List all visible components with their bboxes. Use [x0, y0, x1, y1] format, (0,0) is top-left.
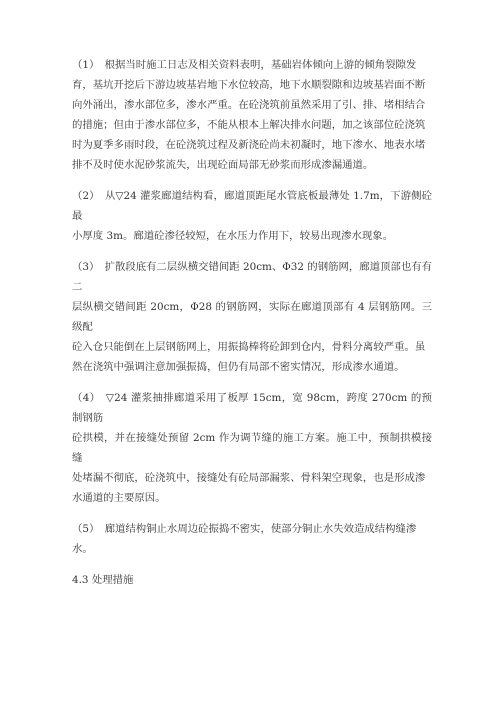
text-line: 小厚度 3m。廊道砼渗径较短，在水压力作用下，较易出现渗水现象。 — [72, 230, 394, 242]
paragraph-5 — [72, 519, 432, 559]
text-line: 排不及时使水泥砂浆流失，出现砼面局部无砂浆而形成渗漏通道。 — [72, 159, 374, 171]
text-line: （4） ▽24 灌浆抽排廊道采用了板厚 15cm，宽 98cm，跨度 270cm 的预制钢筋 — [72, 392, 432, 424]
text-line: 水通道的主要原因。 — [72, 492, 166, 504]
text-line: 层纵横交错间距 20cm，Φ28 的钢筋网，实际在廊道顶部有 4 层钢筋网。三级配 — [72, 301, 432, 333]
paragraph-3 — [72, 257, 432, 377]
text-line: 时为夏季多雨时段，在砼浇筑过程及新浇砼尚未初凝时，地下渗水、地表水堵 — [72, 139, 426, 151]
text-line: 育，基坑开挖后下游边坡基岩地下水位较高，地下水顺裂隙和边坡基岩面不断 — [72, 79, 426, 91]
text-line: 砼入仓只能倒在上层钢筋网上，用振捣棒将砼卸到仓内，骨料分离较严重。虽 — [72, 341, 426, 353]
paragraph-2 — [72, 186, 432, 246]
text-line: （3） 扩散段底有二层纵横交错间距 20cm、Φ32 的钢筋网，廊道顶部也有有二 — [72, 261, 432, 293]
text-line: （5） 廊道结构铜止水周边砼振捣不密实，使部分铜止水失效造成结构缝渗 — [72, 523, 417, 535]
section-heading: 4.3 处理措施 — [72, 574, 134, 586]
text-line: 的措施；但由于渗水部位多，不能从根本上解决排水问题，加之该部位砼浇筑 — [72, 119, 426, 131]
paragraph-4 — [72, 388, 432, 508]
text-line: 砼拱模，并在接缝处预留 2cm 作为调节缝的施工方案。施工中，预制拱模接缝 — [72, 432, 432, 464]
document-body — [72, 55, 432, 590]
text-line: （1） 根据当时施工日志及相关资料表明，基础岩体倾向上游的倾角裂隙发 — [72, 59, 417, 71]
text-line: 然在浇筑中强调注意加强振捣，但仍有局部不密实情况，形成渗水通道。 — [72, 361, 405, 373]
paragraph-1 — [72, 55, 432, 175]
text-line: 处堵漏不彻底，砼浇筑中，接缝处有砼局部漏浆、骨料架空现象，也是形成渗 — [72, 472, 426, 484]
text-line: （2） 从▽24 灌浆廊道结构看，廊道顶距尾水管底板最薄处 1.7m，下游侧砼最 — [72, 190, 432, 222]
text-line: 向外涌出，渗水部位多，渗水严重。在砼浇筑前虽然采用了引、排、堵相结合 — [72, 99, 426, 111]
text-line: 水。 — [72, 543, 93, 555]
